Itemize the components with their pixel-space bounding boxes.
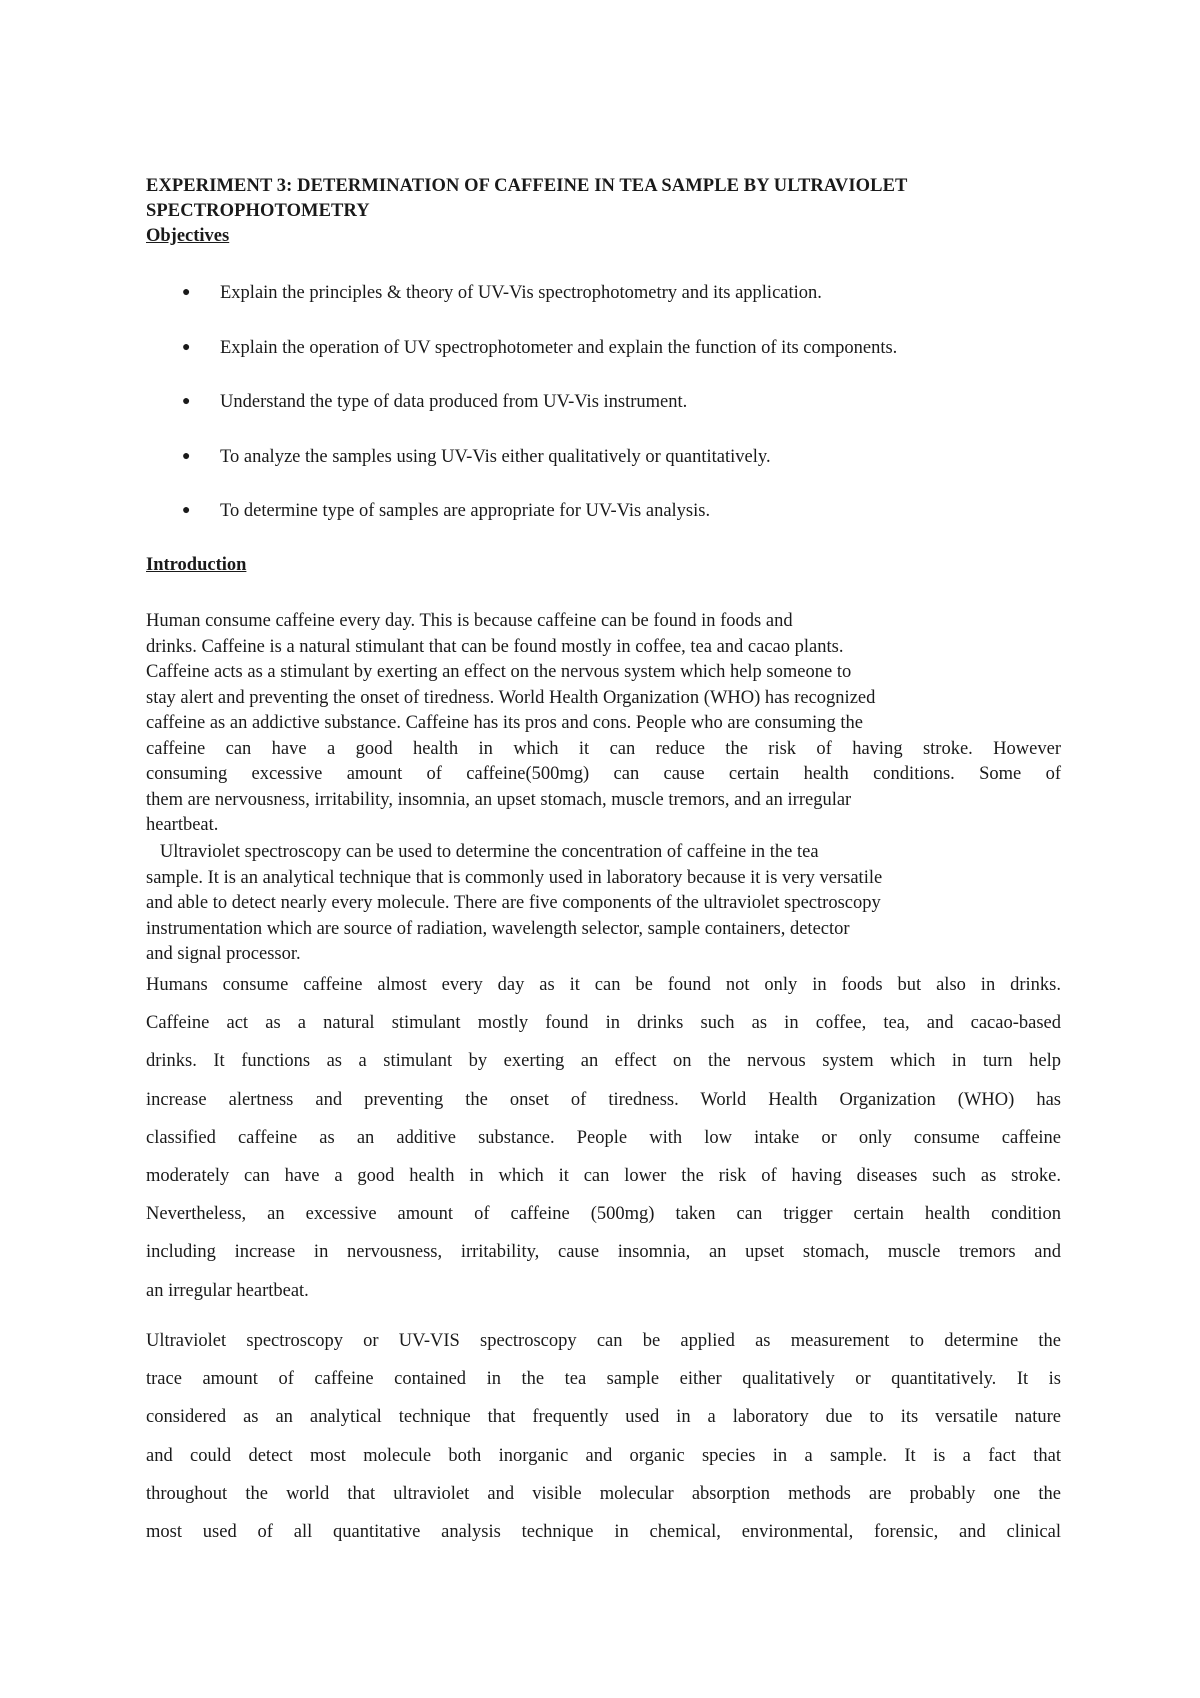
objective-item <box>146 498 1061 553</box>
text-line: drinks. Caffeine is a natural stimulant that can be found mostly in coffee, tea and cacao plants. <box>146 636 844 657</box>
bullet-icon: ● <box>182 394 191 409</box>
text-line: Caffeine act as a natural stimulant mostly found in drinks such as in coffee, tea, and cacao-based <box>146 1013 1061 1034</box>
text-line: classified caffeine as an additive substance. People with low intake or only consume caffeine <box>146 1127 1061 1148</box>
text-line: moderately can have a good health in which it can lower the risk of having diseases such as stroke. <box>146 1165 1061 1186</box>
text-line: sample. It is an analytical technique that is commonly used in laboratory because it is very versatile <box>146 867 883 888</box>
text-line: Nevertheless, an excessive amount of caffeine (500mg) taken can trigger certain health condition <box>146 1204 1061 1225</box>
objective-item <box>146 280 1061 335</box>
document-title <box>146 174 1061 224</box>
objective-text: Explain the operation of UV spectrophotometer and explain the function of its components. <box>220 337 898 358</box>
text-line: consuming excessive amount of caffeine(500mg) can cause certain health conditions. Some of <box>146 764 1061 784</box>
objective-text: To analyze the samples using UV-Vis either qualitatively or quantitatively. <box>220 446 771 467</box>
intro-paragraph-3 <box>146 966 1061 1310</box>
text-line: Human consume caffeine every day. This is because caffeine can be found in foods and <box>146 611 793 631</box>
intro-paragraph-4 <box>146 1322 1061 1551</box>
title-line-1: EXPERIMENT 3: DETERMINATION OF CAFFEINE IN TEA SAMPLE BY ULTRAVIOLET <box>146 176 908 196</box>
text-line: Ultraviolet spectroscopy can be used to determine the concentration of caffeine in the tea <box>146 842 819 862</box>
bullet-icon: ● <box>182 503 191 518</box>
text-line: instrumentation which are source of radiation, wavelength selector, sample containers, detector <box>146 918 850 939</box>
bullet-icon: ● <box>182 339 191 355</box>
text-line: caffeine can have a good health in which it can reduce the risk of having stroke. However <box>146 738 1061 759</box>
text-line: an irregular heartbeat. <box>146 1280 309 1301</box>
objective-text: Explain the principles & theory of UV-Vis spectrophotometry and its application. <box>220 283 822 303</box>
text-line: considered as an analytical technique that frequently used in a laboratory due to its versatile nature <box>146 1407 1061 1428</box>
title-line-2: SPECTROPHOTOMETRY <box>146 201 370 221</box>
bullet-icon: ● <box>182 285 191 300</box>
text-line: drinks. It functions as a stimulant by exerting an effect on the nervous system which in turn help <box>146 1051 1061 1072</box>
introduction-heading: Introduction <box>146 555 247 575</box>
intro-paragraph-2 <box>146 840 1061 968</box>
text-line: throughout the world that ultraviolet and visible molecular absorption methods are probably one the <box>146 1483 1061 1504</box>
text-line: them are nervousness, irritability, insomnia, an upset stomach, muscle tremors, and an irregular <box>146 789 852 810</box>
text-line: and could detect most molecule both inorganic and organic species in a sample. It is a fact that <box>146 1445 1061 1466</box>
text-line: including increase in nervousness, irritability, cause insomnia, an upset stomach, muscle tremors and <box>146 1242 1061 1263</box>
text-line: and signal processor. <box>146 944 301 964</box>
objective-text: To determine type of samples are appropriate for UV-Vis analysis. <box>220 501 711 521</box>
bullet-icon: ● <box>182 448 191 464</box>
text-line: Ultraviolet spectroscopy or UV-VIS spectroscopy can be applied as measurement to determine the <box>146 1331 1061 1351</box>
text-line: heartbeat. <box>146 815 219 835</box>
text-line: most used of all quantitative analysis technique in chemical, environmental, forensic, and clinical <box>146 1521 1061 1542</box>
text-line: stay alert and preventing the onset of tiredness. World Health Organization (WHO) has recognized <box>146 687 876 708</box>
text-line: trace amount of caffeine contained in the tea sample either qualitatively or quantitatively. It is <box>146 1369 1061 1390</box>
objective-item <box>146 444 1061 499</box>
objectives-heading: Objectives <box>146 226 230 246</box>
objectives-list <box>146 280 1061 553</box>
document-page <box>146 0 1061 1698</box>
intro-paragraph-1 <box>146 609 1061 839</box>
objective-item <box>146 389 1061 444</box>
text-line: and able to detect nearly every molecule. There are five components of the ultraviolet spectroscopy <box>146 893 881 913</box>
text-line: increase alertness and preventing the onset of tiredness. World Health Organization (WHO) has <box>146 1089 1061 1110</box>
text-line: Humans consume caffeine almost every day as it can be found not only in foods but also in drinks. <box>146 975 1061 995</box>
text-line: caffeine as an addictive substance. Caffeine has its pros and cons. People who are consuming the <box>146 713 864 733</box>
objective-text: Understand the type of data produced from UV-Vis instrument. <box>220 392 688 412</box>
objective-item <box>146 335 1061 390</box>
text-line: Caffeine acts as a stimulant by exerting an effect on the nervous system which help someone to <box>146 662 852 682</box>
